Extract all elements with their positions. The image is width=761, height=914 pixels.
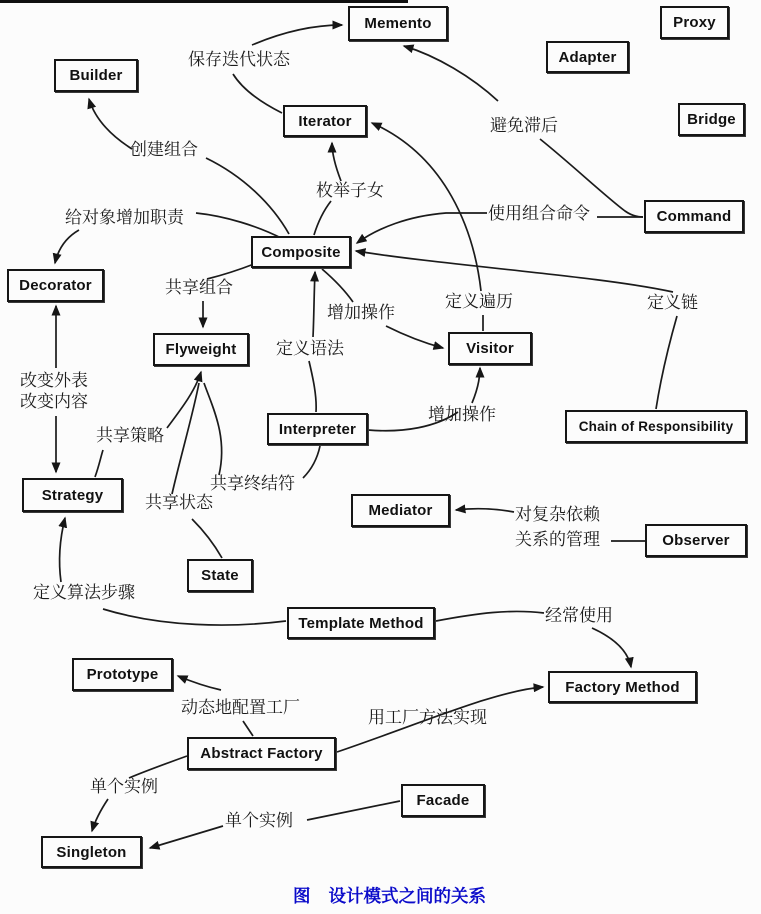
edge-label-implement-using: 用工厂方法实现 <box>368 708 487 728</box>
edge-single-instance-2a <box>307 801 400 820</box>
pattern-box-interpreter: Interpreter <box>267 413 368 445</box>
pattern-box-iterator: Iterator <box>283 105 367 137</box>
edge-label-adding-operations-2: 增加操作 <box>428 405 496 425</box>
pattern-box-decorator: Decorator <box>7 269 104 302</box>
pattern-box-factory-method: Factory Method <box>548 671 697 703</box>
edge-label-sharing-composites: 共享组合 <box>165 278 233 298</box>
pattern-box-chain-of-responsibility: Chain of Responsibility <box>565 410 747 443</box>
pattern-box-adapter: Adapter <box>546 41 629 73</box>
pattern-box-proxy: Proxy <box>660 6 729 39</box>
pattern-box-builder: Builder <box>54 59 138 92</box>
edge-saving-iteration-state-b <box>252 25 342 45</box>
edge-label-enumerating-children: 枚举子女 <box>316 181 384 201</box>
pattern-box-strategy: Strategy <box>22 478 123 512</box>
pattern-box-flyweight: Flyweight <box>153 333 249 366</box>
pattern-box-template-method: Template Method <box>287 607 435 639</box>
scan-artifact-line <box>0 0 408 3</box>
pattern-box-prototype: Prototype <box>72 658 173 691</box>
edge-label-sharing-terminals: 共享终结符 <box>210 474 295 494</box>
edge-adding-operations-2b <box>472 368 480 403</box>
edge-creating-composites-b <box>89 99 132 149</box>
edge-saving-iteration-state-a <box>233 74 282 113</box>
edge-sharing-terminals-b <box>204 383 222 475</box>
edge-label-adding-operations-1: 增加操作 <box>327 303 395 323</box>
edge-defining-chain-b <box>356 251 673 292</box>
edge-label-dependency-mgmt-line1: 对复杂依赖 <box>515 505 600 525</box>
edge-enumerating-children-b <box>332 143 341 181</box>
edge-enumerating-children-a <box>314 201 331 235</box>
edge-label-saving-iteration-state: 保存迭代状态 <box>188 50 290 70</box>
edge-algorithm-steps-a <box>103 609 286 625</box>
pattern-box-composite: Composite <box>251 236 351 268</box>
edge-defining-grammar-a <box>309 361 316 412</box>
edge-label-dependency-mgmt-line2: 关系的管理 <box>515 530 600 550</box>
edge-label-composed-using: 使用组合命令 <box>488 204 590 224</box>
edge-label-configure-factory: 动态地配置工厂 <box>181 698 300 718</box>
edge-label-sharing-states: 共享状态 <box>145 493 213 513</box>
edge-adding-operations-1b <box>386 326 443 348</box>
edge-label-sharing-strategies: 共享策略 <box>96 426 164 446</box>
pattern-box-singleton: Singleton <box>41 836 142 868</box>
edge-label-defining-chain: 定义链 <box>647 293 698 313</box>
pattern-box-observer: Observer <box>645 524 747 557</box>
edge-single-instance-2b <box>150 826 223 848</box>
edge-label-defining-traversals: 定义遍历 <box>445 292 513 312</box>
edge-defining-traversals-b <box>372 123 481 291</box>
edge-dependency-mgmt-b <box>456 509 514 512</box>
figure-caption <box>293 883 486 908</box>
edge-single-instance-1a <box>129 756 187 778</box>
edge-defining-grammar-b <box>313 272 315 337</box>
figure-caption-title: 设计模式之间的关系 <box>328 887 486 907</box>
edge-configure-factory-a <box>243 721 253 736</box>
edge-label-skin-vs-guts <box>20 371 88 413</box>
edge-label-creating-composites: 创建组合 <box>130 140 198 160</box>
edge-composed-using-b <box>357 213 487 243</box>
edge-configure-factory-b <box>178 676 221 690</box>
pattern-box-visitor: Visitor <box>448 332 532 365</box>
edge-sharing-states-a <box>192 519 222 558</box>
edge-sharing-states-b <box>172 383 199 494</box>
pattern-box-command: Command <box>644 200 744 233</box>
pattern-box-facade: Facade <box>401 784 485 817</box>
edge-label-dependency-mgmt <box>515 503 600 553</box>
edge-often-uses-a <box>436 611 544 621</box>
edge-label-often-uses: 经常使用 <box>545 606 613 626</box>
pattern-box-bridge: Bridge <box>678 103 745 136</box>
edge-algorithm-steps-b <box>60 518 65 582</box>
edge-sharing-composites-a <box>207 264 254 279</box>
edge-label-skin-vs-guts-line1: 改变外表 <box>20 371 88 391</box>
edge-label-defining-grammar: 定义语法 <box>276 339 344 359</box>
edge-label-algorithm-steps: 定义算法步骤 <box>33 583 135 603</box>
edge-sharing-strategies-a <box>95 450 103 477</box>
pattern-box-abstract-factory: Abstract Factory <box>187 737 336 770</box>
edge-adding-operations-1a <box>322 269 353 302</box>
edge-defining-chain-a <box>656 316 677 409</box>
pattern-box-mediator: Mediator <box>351 494 450 527</box>
edge-sharing-terminals-a <box>303 446 320 478</box>
edge-label-avoiding-hysteresis: 避免滞后 <box>490 116 558 136</box>
figure-caption-prefix: 图 <box>293 887 311 907</box>
edge-label-skin-vs-guts-line2: 改变内容 <box>20 392 88 412</box>
edge-often-uses-b <box>592 628 631 667</box>
edge-avoiding-hysteresis-b <box>404 46 498 101</box>
edge-single-instance-1b <box>92 799 108 831</box>
edge-creating-composites-a <box>206 158 289 234</box>
pattern-box-memento: Memento <box>348 6 448 41</box>
edge-label-single-instance-2: 单个实例 <box>225 811 293 831</box>
edge-label-adding-responsibilities: 给对象增加职责 <box>65 208 184 228</box>
pattern-box-state: State <box>187 559 253 592</box>
edge-label-single-instance-1: 单个实例 <box>90 777 158 797</box>
edge-adding-responsibilities-b <box>55 230 79 263</box>
